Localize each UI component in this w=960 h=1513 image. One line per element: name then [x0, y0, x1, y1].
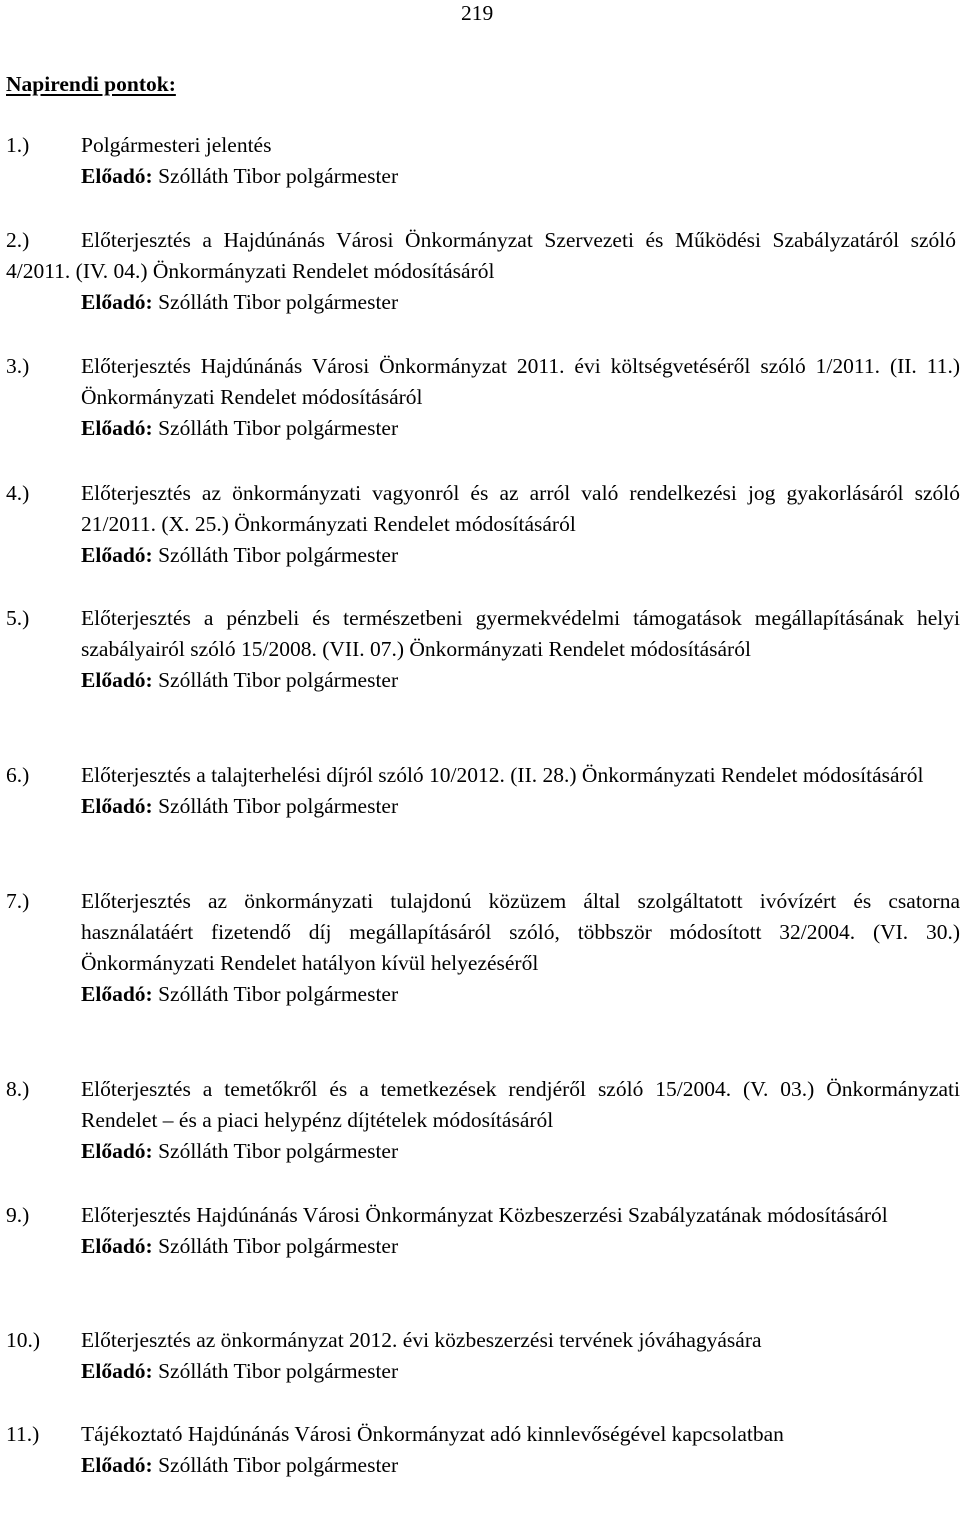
item-title: Előterjesztés a talajterhelési díjról szóló 10/2012. (II. 28.) Önkormányzati Rendelet módosításáról	[81, 763, 924, 787]
agenda-item-6	[6, 760, 956, 822]
presenter-name: Szólláth Tibor polgármester	[158, 668, 399, 692]
presenter	[81, 1450, 960, 1481]
agenda-item-5	[6, 603, 960, 696]
item-title: Előterjesztés Hajdúnánás Városi Önkormányzat Közbeszerzési Szabályzatának módosításáról	[81, 1203, 888, 1227]
agenda-item-9	[6, 1200, 956, 1262]
presenter-name: Szólláth Tibor polgármester	[158, 1139, 399, 1163]
item-title: Előterjesztés Hajdúnánás Városi Önkormányzat 2011. évi költségvetéséről szóló 1/2011. (II. 11.) Önkormányzati Rendelet módosításáról	[81, 354, 960, 409]
item-title: Előterjesztés az önkormányzati vagyonról és az arról való rendelkezési jog gyakorlásáról szóló 21/2011. (X. 25.) Önkormányzati Rendelet módosításáról	[81, 481, 960, 536]
item-title-text: Előterjesztés a Hajdúnánás Városi Önkormányzat Szervezeti és Működési Szabályzatáról szóló 4/2011. (IV. 04.) Önkormányzati Rendelet módosításáról	[6, 228, 956, 283]
page-number: 219	[461, 1, 494, 25]
presenter-label: Előadó:	[81, 794, 153, 818]
agenda-item-7	[6, 886, 960, 1010]
presenter-label: Előadó:	[81, 982, 153, 1006]
presenter-label: Előadó:	[81, 1453, 153, 1477]
presenter-label: Előadó:	[81, 164, 153, 188]
presenter	[81, 287, 956, 318]
presenter	[81, 1231, 960, 1262]
item-title: Előterjesztés a temetőkről és a temetkezések rendjéről szóló 15/2004. (V. 03.) Önkormányzati Rendelet – és a piaci helypénz díjtételek módosításáról	[81, 1077, 960, 1132]
item-title: Előterjesztés az önkormányzat 2012. évi közbeszerzési tervének jóváhagyására	[81, 1328, 762, 1352]
presenter-label: Előadó:	[81, 1359, 153, 1383]
presenter	[81, 413, 960, 444]
presenter	[81, 540, 960, 571]
item-number: 6.)	[6, 763, 30, 787]
presenter	[81, 1136, 960, 1167]
presenter-label: Előadó:	[81, 668, 153, 692]
agenda-item-3	[6, 351, 960, 444]
presenter-name: Szólláth Tibor polgármester	[158, 982, 399, 1006]
presenter	[81, 161, 960, 192]
presenter-label: Előadó:	[81, 1139, 153, 1163]
presenter-label: Előadó:	[81, 290, 153, 314]
presenter-label: Előadó:	[81, 416, 153, 440]
agenda-item-1	[6, 130, 956, 192]
presenter-name: Szólláth Tibor polgármester	[158, 164, 399, 188]
item-number: 5.)	[6, 606, 30, 630]
presenter	[81, 791, 960, 822]
agenda-item-8	[6, 1074, 960, 1167]
item-title: Előterjesztés az önkormányzati tulajdonú közüzem által szolgáltatott ivóvízért és csatorna használatáért fizetendő díj megállapításáról szóló, többször módosított 32/2004. (VI. 30.) Önkormányzati Rendelet hatályon kívül helyezéséről	[81, 889, 960, 975]
presenter-name: Szólláth Tibor polgármester	[158, 1453, 399, 1477]
agenda-item-2	[6, 225, 956, 318]
item-title	[6, 225, 956, 287]
agenda-item-10	[6, 1325, 956, 1387]
item-number: 4.)	[6, 481, 30, 505]
presenter-name: Szólláth Tibor polgármester	[158, 794, 399, 818]
item-number: 11.)	[6, 1422, 40, 1446]
presenter	[81, 665, 960, 696]
presenter-name: Szólláth Tibor polgármester	[158, 1359, 399, 1383]
presenter-label: Előadó:	[81, 1234, 153, 1258]
presenter-name: Szólláth Tibor polgármester	[158, 543, 399, 567]
presenter	[81, 1356, 960, 1387]
presenter-label: Előadó:	[81, 543, 153, 567]
item-number: 2.)	[6, 228, 30, 252]
presenter-name: Szólláth Tibor polgármester	[158, 416, 399, 440]
item-title: Polgármesteri jelentés	[81, 133, 272, 157]
item-title: Előterjesztés a pénzbeli és természetbeni gyermekvédelmi támogatások megállapításának helyi szabályairól szóló 15/2008. (VII. 07.) Önkormányzati Rendelet módosításáról	[81, 606, 960, 661]
item-number: 9.)	[6, 1203, 30, 1227]
item-number: 8.)	[6, 1077, 30, 1101]
item-number: 7.)	[6, 889, 30, 913]
page-title: Napirendi pontok:	[6, 72, 176, 96]
item-number: 1.)	[6, 133, 30, 157]
agenda-item-11	[6, 1419, 956, 1481]
agenda-item-4	[6, 478, 960, 571]
presenter	[81, 979, 960, 1010]
item-number: 3.)	[6, 354, 30, 378]
item-number: 10.)	[6, 1328, 41, 1352]
presenter-name: Szólláth Tibor polgármester	[158, 290, 399, 314]
presenter-name: Szólláth Tibor polgármester	[158, 1234, 399, 1258]
item-title: Tájékoztató Hajdúnánás Városi Önkormányzat adó kinnlevőségével kapcsolatban	[81, 1422, 784, 1446]
